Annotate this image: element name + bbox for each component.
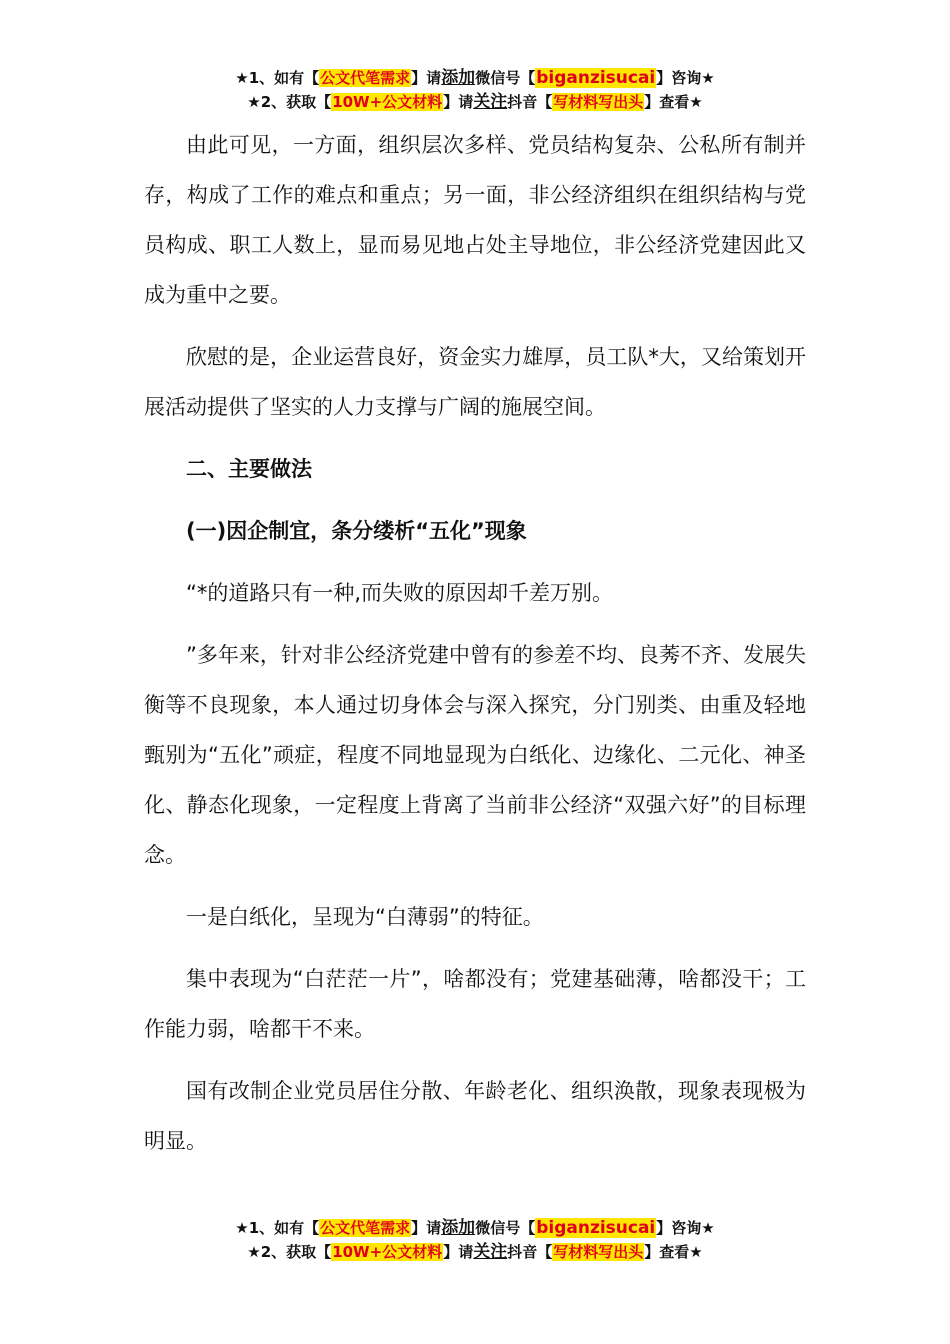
paragraph: 集中表现为“白茫茫一片”，啥都没有；党建基础薄，啥都没干；工作能力弱，啥都干不来。 [144,967,806,1041]
banner-highlight: 10W+公文材料 [332,93,443,111]
banner-line-2 [0,90,950,114]
banner-highlight: 10W+公文材料 [332,1243,443,1261]
banner-highlight: 写材料写出头 [553,93,644,111]
paragraph: ”多年来，针对非公经济党建中曾有的参差不均、良莠不齐、发展失衡等不良现象，本人通过切身体会与深入探究，分门别类、由重及轻地甄别为“五化”顽症，程度不同地显现为白纸化、边缘化、二元化、神圣化、静态化现象，一定程度上背离了当前非公经济“双强六好”的目标理念。 [144,643,806,867]
banner-text: ★2、获取【 [247,1243,332,1261]
banner-text: ★1、如有【 [235,69,320,87]
paragraph: 国有改制企业党员居住分散、年龄老化、组织涣散，现象表现极为明显。 [144,1079,806,1153]
banner-text: 抖音【 [507,1243,553,1261]
banner-underlined: 关注 [473,92,508,112]
banner-text: 抖音【 [507,93,553,111]
banner-line-1 [0,1216,950,1240]
subsection-heading: (一)因企制宜，条分缕析“五化”现象 [186,519,527,543]
banner-underlined: 添加 [441,1218,476,1238]
banner-underlined: 关注 [473,1242,508,1262]
banner-text: 微信号【 [475,1219,536,1237]
paragraph: 欣慰的是，企业运营良好，资金实力雄厚，员工队*大，又给策划开展活动提供了坚实的人力支撑与广阔的施展空间。 [144,345,806,419]
banner-text: ★1、如有【 [235,1219,320,1237]
banner-text: ★2、获取【 [247,93,332,111]
banner-text: 】请 [411,1219,442,1237]
paragraph: “*的道路只有一种,而失败的原因却千差万别。 [186,581,614,605]
banner-highlight: 公文代笔需求 [320,1219,411,1237]
banner-text: 】咨询★ [656,69,715,87]
header-banner [0,66,950,114]
footer-banner [0,1216,950,1264]
banner-text: 微信号【 [475,69,536,87]
section-heading: 二、主要做法 [186,457,312,481]
paragraph: 由此可见，一方面，组织层次多样、党员结构复杂、公私所有制并存，构成了工作的难点和重点；另一面，非公经济组织在组织结构与党员构成、职工人数上，显而易见地占处主导地位，非公经济党建因此又成为重中之要。 [144,133,806,307]
banner-highlight: 写材料写出头 [553,1243,644,1261]
banner-highlight: biganzisucai [536,68,656,88]
banner-text: 】查看★ [644,93,703,111]
document-body [144,120,806,1178]
banner-text: 】请 [411,69,442,87]
banner-line-2 [0,1240,950,1264]
banner-highlight: 公文代笔需求 [320,69,411,87]
banner-text: 】请 [443,93,474,111]
banner-underlined: 添加 [441,68,476,88]
paragraph: 一是白纸化，呈现为“白薄弱”的特征。 [186,905,544,929]
banner-line-1 [0,66,950,90]
banner-text: 】请 [443,1243,474,1261]
banner-highlight: biganzisucai [536,1218,656,1238]
banner-text: 】咨询★ [656,1219,715,1237]
banner-text: 】查看★ [644,1243,703,1261]
